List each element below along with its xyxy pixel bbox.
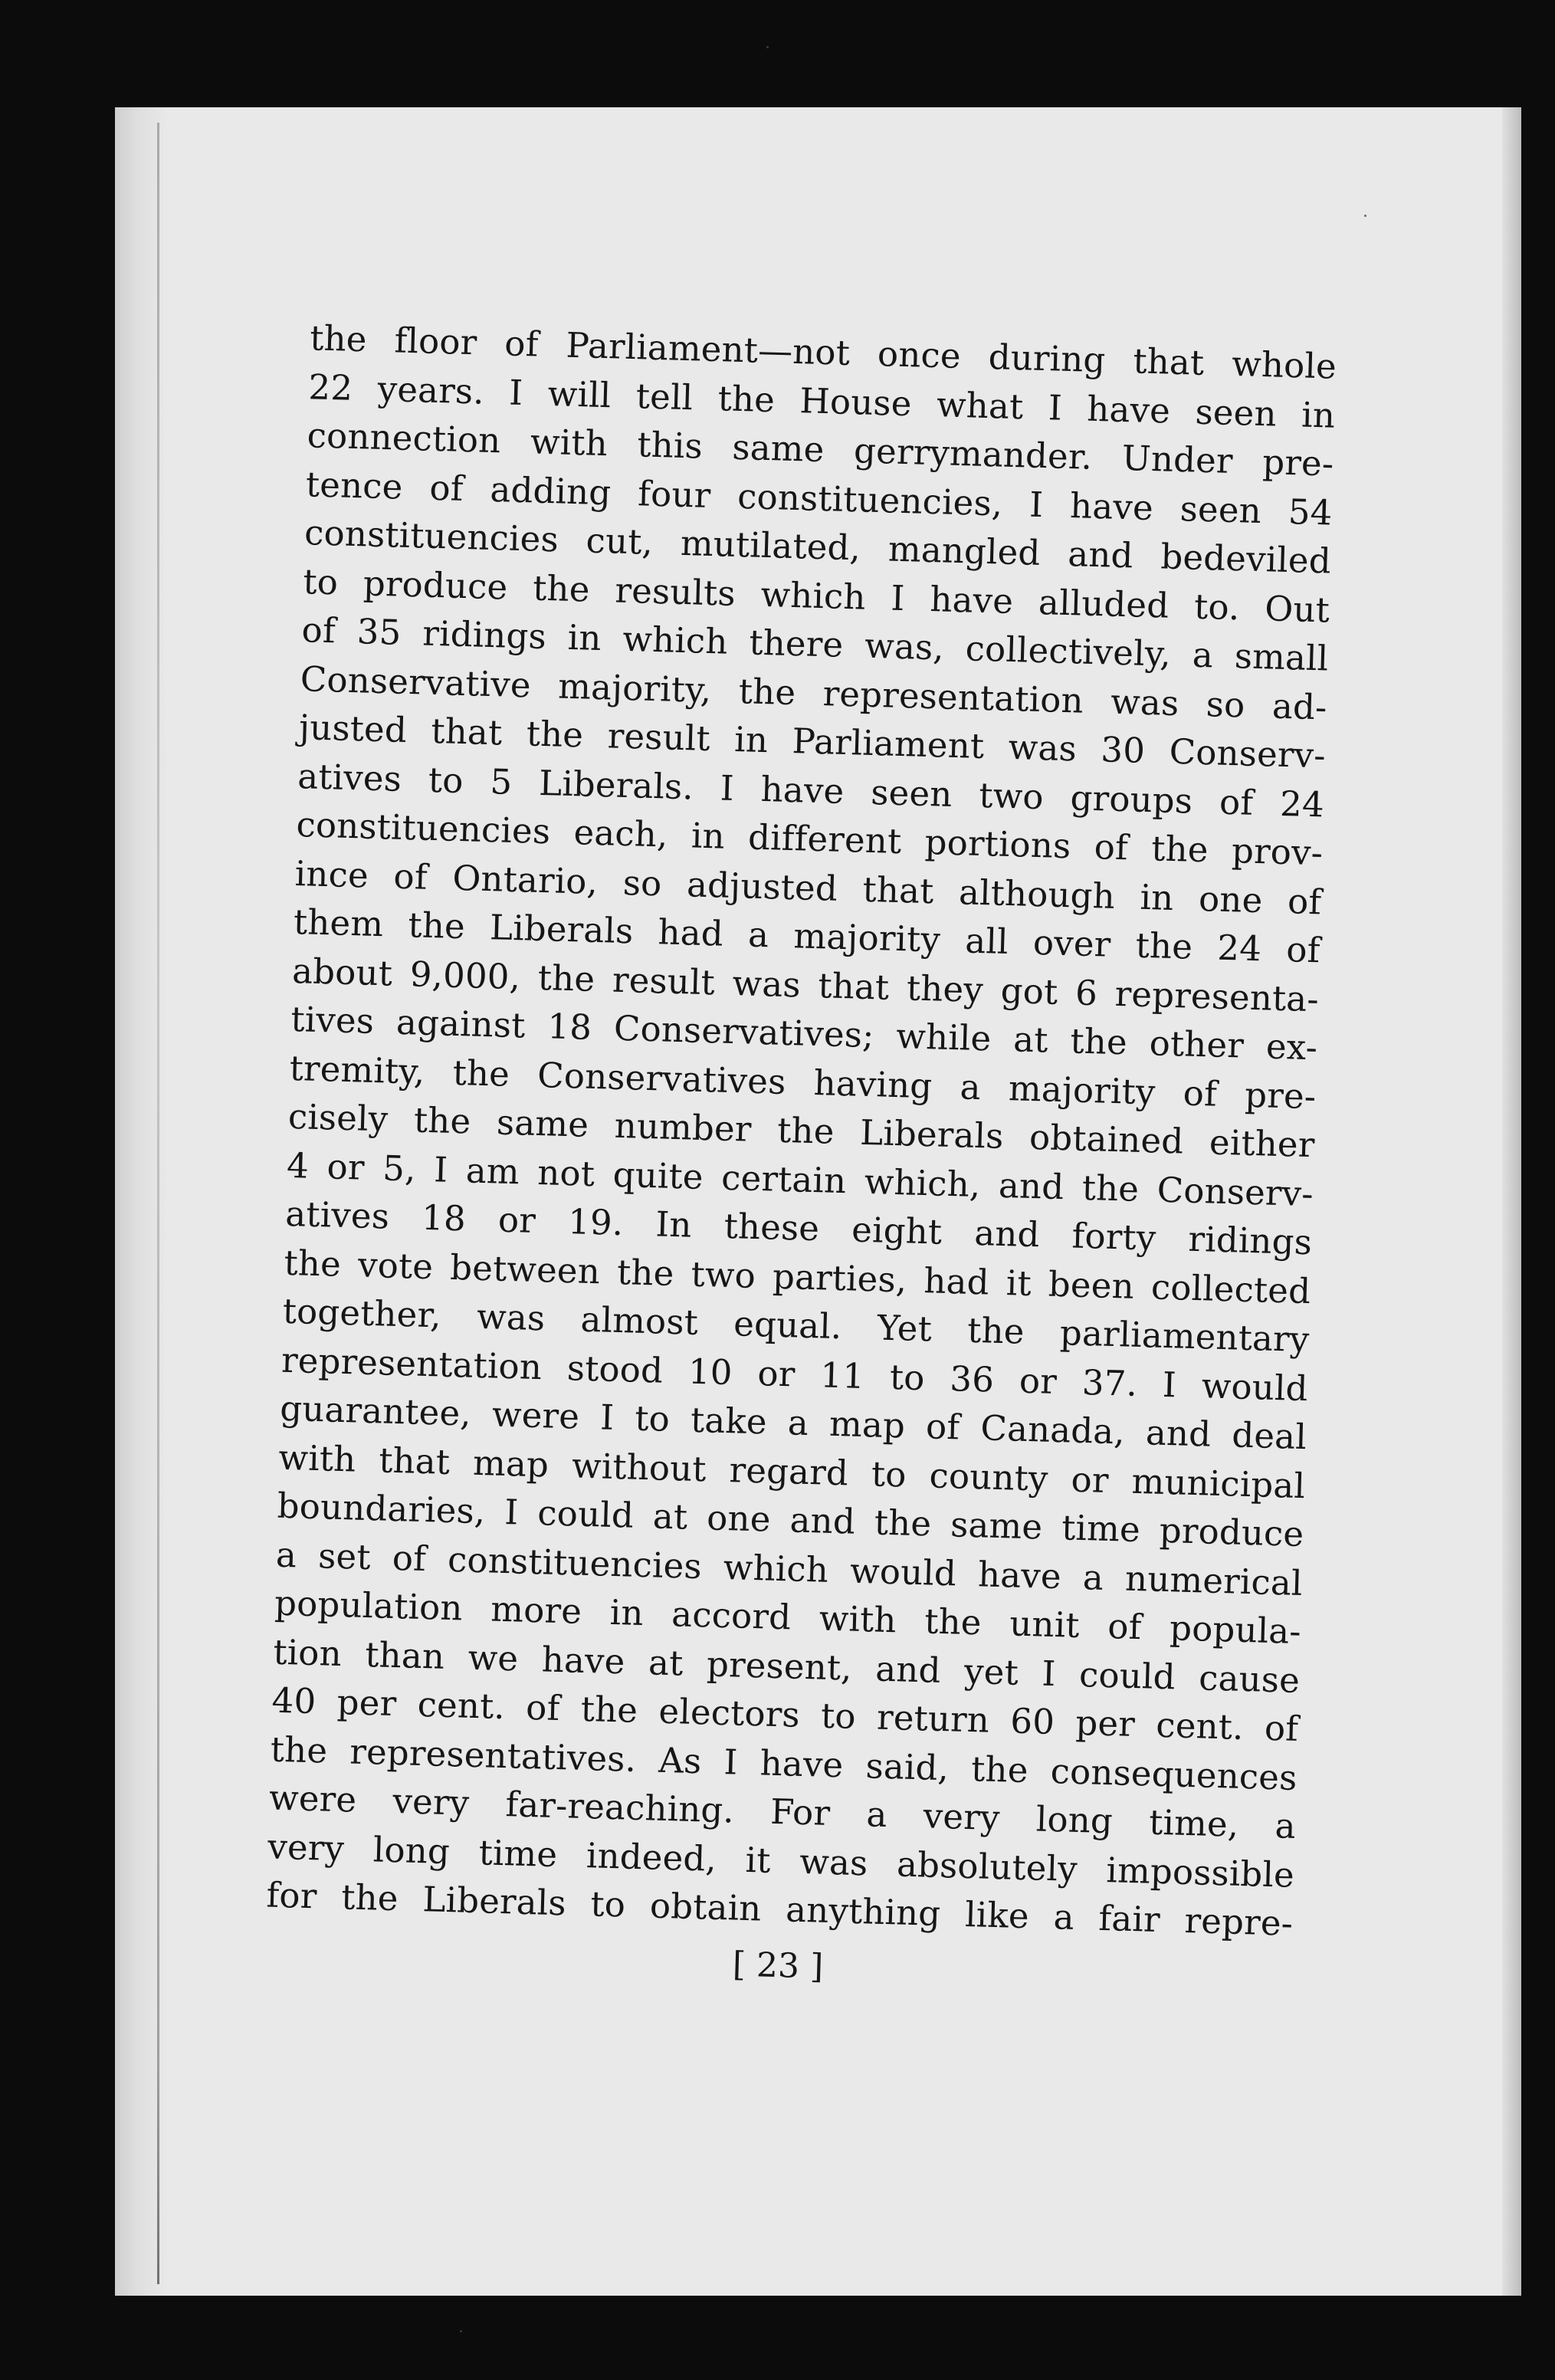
text-line: for the Liberals to obtain anything like a fair repre-: [265, 1874, 1294, 1944]
text-line: ince of Ontario, so adjusted that although in one of: [294, 852, 1323, 922]
text-line: constituencies each, in different portions of the prov-: [295, 804, 1324, 874]
text-line: together, was almost equal. Yet the parliamentary: [282, 1290, 1311, 1361]
text-line: cisely the same number the Liberals obtained either: [287, 1095, 1316, 1166]
text-line: connection with this same gerrymander. Under pre-: [307, 415, 1335, 484]
page-number: [ 23 ]: [732, 1945, 824, 1987]
text-line: representation stood 10 or 11 to 36 or 37. I would: [280, 1339, 1309, 1409]
text-line: of 35 ridings in which there was, collectively, a small: [301, 609, 1329, 679]
text-line: justed that the result in Parliament was 30 Conserv-: [298, 707, 1327, 776]
text-line: with that map without regard to county or municipal: [277, 1436, 1306, 1506]
text-line: 40 per cent. of the electors to return 60 per cent. of: [271, 1679, 1299, 1749]
text-line: tence of adding four constituencies, I have seen 54: [305, 463, 1334, 533]
text-line: about 9,000, the result was that they got 6 representa-: [291, 950, 1320, 1019]
text-line: the floor of Parliament—not once during that whole: [309, 317, 1337, 387]
text-line: atives to 5 Liberals. I have seen two groups of 24: [297, 755, 1325, 825]
text-line: Conservative majority, the representation was so ad-: [300, 658, 1328, 728]
text-line: them the Liberals had a majority all over the 24 of: [293, 901, 1321, 971]
dust-speck: [460, 2330, 462, 2332]
text-line: population more in accord with the unit of popula-: [274, 1582, 1302, 1653]
text-line: boundaries, I could at one and the same time produce: [277, 1485, 1305, 1555]
text-line: atives 18 or 19. In these eight and forty ridings: [284, 1193, 1313, 1263]
dust-speck: [1364, 215, 1366, 217]
text-line: tives against 18 Conservatives; while at the other ex-: [290, 998, 1318, 1069]
text-line: to produce the results which I have alluded to. Out: [302, 560, 1330, 631]
text-line: 4 or 5, I am not quite certain which, and the Conserv-: [286, 1144, 1314, 1214]
text-line: constituencies cut, mutilated, mangled and bedeviled: [303, 512, 1332, 582]
text-line: a set of constituencies which would have a numerical: [275, 1534, 1304, 1604]
text-line: the vote between the two parties, had it been collected: [283, 1242, 1311, 1311]
page-edge-shadow: [1502, 107, 1521, 2296]
dust-speck: [766, 46, 769, 48]
binding-gutter: [115, 107, 169, 2296]
body-text: [265, 314, 1337, 1959]
text-line: tion than we have at present, and yet I could cause: [272, 1631, 1301, 1701]
text-line: very long time indeed, it was absolutely impossible: [267, 1826, 1295, 1896]
text-line: 22 years. I will tell the House what I have seen in: [307, 366, 1336, 436]
binding-edge-line: [157, 123, 159, 2284]
text-line: the representatives. As I have said, the consequences: [270, 1728, 1298, 1798]
text-line: guarantee, were I to take a map of Canada, and deal: [279, 1387, 1307, 1458]
text-line: were very far-reaching. For a very long time, a: [268, 1777, 1297, 1847]
text-line: tremity, the Conservatives having a majority of pre-: [289, 1047, 1317, 1117]
